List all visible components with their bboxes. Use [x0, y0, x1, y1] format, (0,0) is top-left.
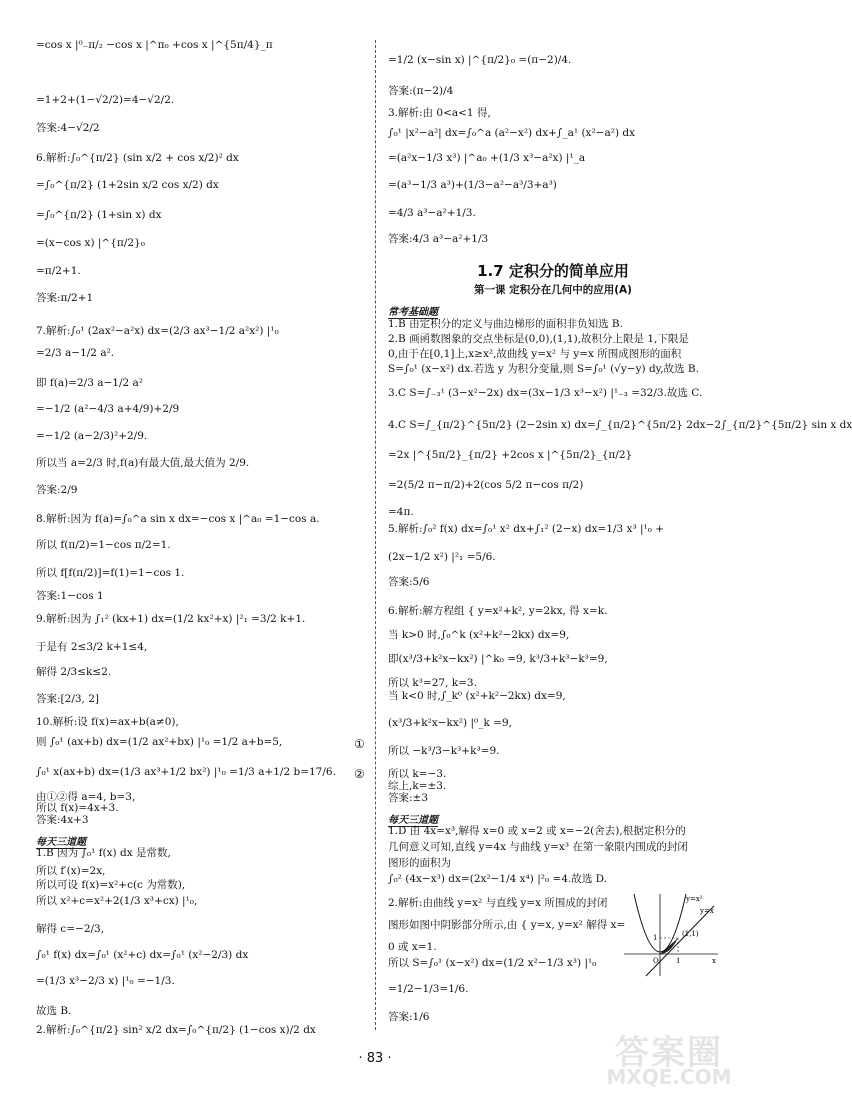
- text-line: =−1/2 (a²−4/3 a+4/9)+2/9: [36, 403, 180, 415]
- parabola-line-figure: [620, 892, 720, 978]
- text-line: 8.解析:因为 f(a)=∫₀^a sin x dx=−cos x |^a₀ =1−cos a.: [36, 513, 320, 525]
- text-line: =(a³−1/3 a³)+(1/3−a²−a³/3+a³): [388, 179, 557, 191]
- text-line: 答案:1−cos 1: [36, 590, 104, 602]
- text-line: 答案:2/9: [36, 484, 78, 496]
- text-line: 当 k>0 时,∫₀^k (x²+k²−2kx) dx=9,: [388, 629, 570, 641]
- watermark-text: 答案圈: [615, 1033, 723, 1073]
- text-line: 答案:1/6: [388, 1011, 430, 1023]
- text-line: 解得 2/3≤k≤2.: [36, 666, 112, 678]
- text-line: 6.解析:解方程组 { y=x²+k², y=2kx, 得 x=k.: [388, 605, 608, 617]
- text-line: 所以 f′(x)=2x,: [36, 865, 106, 877]
- text-line: ∫₀¹ x(ax+b) dx=(1/3 ax³+1/2 bx²) |¹₀ =1/3 a+1/2 b=17/6.: [36, 766, 336, 778]
- page-number: · 83 ·: [358, 1051, 392, 1066]
- text-line: =2(5/2 π−π/2)+2(cos 5/2 π−cos π/2): [388, 479, 584, 491]
- text-line: 答案:4−√2/2: [36, 122, 100, 134]
- text-line: 所以 k=−3.: [388, 768, 447, 780]
- text-line: 答案:4/3 a³−a²+1/3: [388, 233, 489, 245]
- text-line: 2.解析:∫₀^{π/2} sin² x/2 dx=∫₀^{π/2} (1−cos x)/2 dx: [36, 1024, 316, 1036]
- text-line: 6.解析:∫₀^{π/2} (sin x/2 + cos x/2)² dx: [36, 152, 239, 164]
- text-line: 4.C S=∫_{π/2}^{5π/2} (2−2sin x) dx=∫_{π/2}^{5π/2} 2dx−2∫_{π/2}^{5π/2} sin x dx: [388, 419, 852, 431]
- text-line: ∫₀¹ f(x) dx=∫₀¹ (x²+c) dx=∫₀¹ (x²−2/3) dx: [36, 949, 249, 961]
- text-line: ∫₀¹ |x²−a²| dx=∫₀^a (a²−x²) dx+∫_a¹ (x²−a²) dx: [388, 127, 636, 139]
- text-line: =(1/3 x³−2/3 x) |¹₀ =−1/3.: [36, 975, 175, 987]
- text-line: 则 ∫₀¹ (ax+b) dx=(1/2 ax²+bx) |¹₀ =1/2 a+b=5,: [36, 736, 283, 748]
- text-line: =−1/2 (a−2/3)²+2/9.: [36, 430, 148, 442]
- column-divider: [375, 40, 376, 1030]
- text-line: 10.解析:设 f(x)=ax+b(a≠0),: [36, 716, 179, 728]
- text-line: 答案:±3: [388, 792, 429, 804]
- text-line: S=∫₀¹ (x−x²) dx.若选 y 为积分变量,则 S=∫₀¹ (√y−y) dy,故选 B.: [388, 363, 699, 375]
- label-parabola: y=x²: [686, 895, 703, 903]
- text-line: 图形如图中阴影部分所示,由 { y=x, y=x² 解得 x=: [388, 919, 626, 931]
- label-x-axis: x: [712, 957, 716, 965]
- text-line: =4π.: [388, 506, 414, 518]
- section-heading: 每天三道题: [36, 833, 86, 849]
- text-line: 所以 f(π/2)=1−cos π/2=1.: [36, 539, 171, 551]
- text-line: =∫₀^{π/2} (1+2sin x/2 cos x/2) dx: [36, 179, 219, 191]
- text-line: 当 k<0 时,∫_k⁰ (x²+k²−2kx) dx=9,: [388, 690, 566, 702]
- text-line: 所以 −k³/3−k³+k³=9.: [388, 745, 500, 757]
- watermark-logo: [594, 1025, 744, 1089]
- text-line: 所以 f[f(π/2)]=f(1)=1−cos 1.: [36, 567, 185, 579]
- text-line: 5.解析:∫₀² f(x) dx=∫₀¹ x² dx+∫₁² (2−x) dx=1/3 x³ |¹₀ +: [388, 523, 665, 535]
- text-line: =(x−cos x) |^{π/2}₀: [36, 237, 145, 249]
- text-line: =2x |^{5π/2}_{π/2} +2cos x |^{5π/2}_{π/2}: [388, 449, 633, 461]
- text-line: 于是有 2≤3/2 k+1≤4,: [36, 641, 148, 653]
- text-line: 答案:π/2+1: [36, 292, 94, 304]
- label-point: (1,1): [682, 930, 699, 938]
- text-line: 1.B 由定积分的定义与曲边梯形的面积非负知选 B.: [388, 318, 623, 330]
- text-line: 故选 B.: [36, 1005, 72, 1017]
- text-line: =cos x |⁰₋π/₂ −cos x |^π₀ +cos x |^{5π/4}_π: [36, 39, 273, 51]
- text-line: 9.解析:因为 ∫₁² (kx+1) dx=(1/2 kx²+x) |²₁ =3/2 k+1.: [36, 613, 306, 625]
- text-line: =2/3 a−1/2 a².: [36, 347, 115, 359]
- label-x-one: 1: [676, 957, 681, 965]
- label-origin: O: [653, 957, 659, 965]
- text-line: 2.解析:由曲线 y=x² 与直线 y=x 所围成的封闭: [388, 897, 608, 909]
- text-line: 0,由于在[0,1]上,x≥x²,故曲线 y=x² 与 y=x 所围成图形的面积: [388, 348, 682, 360]
- text-line: 即 f(a)=2/3 a−1/2 a²: [36, 377, 143, 389]
- text-line: 解得 c=−2/3,: [36, 923, 105, 935]
- text-line: (2x−1/2 x²) |²₁ =5/6.: [388, 551, 496, 563]
- section-heading: 每天三道题: [388, 811, 438, 827]
- text-line: =π/2+1.: [36, 265, 81, 277]
- text-line: 7.解析:∫₀¹ (2ax²−a²x) dx=(2/3 ax³−1/2 a²x²) |¹₀: [36, 325, 279, 337]
- text-line: 答案:4x+3: [36, 814, 89, 826]
- equation-marker: ①: [354, 737, 365, 751]
- lesson-title: 第一课 定积分在几何中的应用(A): [474, 284, 632, 296]
- text-line: 图形的面积为: [388, 857, 451, 869]
- text-line: =1/2−1/3=1/6.: [388, 983, 469, 995]
- section-title: 1.7 定积分的简单应用: [477, 262, 629, 280]
- text-line: 1.D 由 4x=x³,解得 x=0 或 x=2 或 x=−2(舍去),根据定积分的: [388, 825, 686, 837]
- text-line: 2.B 画函数图象的交点坐标是(0,0),(1,1),故积分上限是 1,下限是: [388, 333, 689, 345]
- text-line: 答案:(π−2)/4: [388, 85, 454, 97]
- text-line: 1.B 因为 ∫₀¹ f(x) dx 是常数,: [36, 847, 171, 859]
- label-y-one: 1: [653, 934, 658, 942]
- watermark-url: MXQE.COM: [606, 1065, 732, 1089]
- text-line: 即(x³/3+k²x−kx²) |^k₀ =9, k³/3+k³−k³=9,: [388, 653, 608, 665]
- text-line: 0 或 x=1.: [388, 941, 437, 953]
- text-line: 3.解析:由 0<a<1 得,: [388, 107, 491, 119]
- text-line: =1/2 (x−sin x) |^{π/2}₀ =(π−2)/4.: [388, 54, 572, 66]
- text-line: ∫₀² (4x−x³) dx=(2x²−1/4 x⁴) |²₀ =4.故选 D.: [388, 873, 608, 885]
- section-heading: 常考基础题: [388, 303, 438, 319]
- text-line: 几何意义可知,直线 y=4x 与曲线 y=x³ 在第一象限内围成的封闭: [388, 841, 688, 853]
- text-line: 答案:[2/3, 2]: [36, 693, 99, 705]
- text-line: =(a²x−1/3 x³) |^a₀ +(1/3 x³−a²x) |¹_a: [388, 152, 586, 164]
- text-line: 所以 k³=27, k=3.: [388, 677, 477, 689]
- text-line: =∫₀^{π/2} (1+sin x) dx: [36, 209, 162, 221]
- text-line: 所以可设 f(x)=x²+c(c 为常数),: [36, 879, 186, 891]
- text-line: 综上,k=±3.: [388, 780, 447, 792]
- text-line: (x³/3+k²x−kx²) |⁰_k =9,: [388, 717, 512, 729]
- text-line: =1+2+(1−√2/2)=4−√2/2.: [36, 94, 175, 106]
- text-line: =4/3 a³−a²+1/3.: [388, 207, 476, 219]
- text-line: 所以 x²+c=x²+2(1/3 x³+cx) |¹₀,: [36, 895, 198, 907]
- text-line: 所以 S=∫₀¹ (x−x²) dx=(1/2 x²−1/3 x³) |¹₀: [388, 957, 597, 969]
- text-line: 3.C S=∫₋₃¹ (3−x²−2x) dx=(3x−1/3 x³−x²) |¹₋₃ =32/3.故选 C.: [388, 387, 703, 399]
- label-line: y=x: [700, 907, 714, 915]
- text-line: 答案:5/6: [388, 576, 430, 588]
- text-line: 由①②得 a=4, b=3,: [36, 791, 136, 803]
- text-line: 所以 f(x)=4x+3.: [36, 802, 119, 814]
- equation-marker: ②: [354, 767, 365, 781]
- text-line: 所以当 a=2/3 时,f(a)有最大值,最大值为 2/9.: [36, 457, 250, 469]
